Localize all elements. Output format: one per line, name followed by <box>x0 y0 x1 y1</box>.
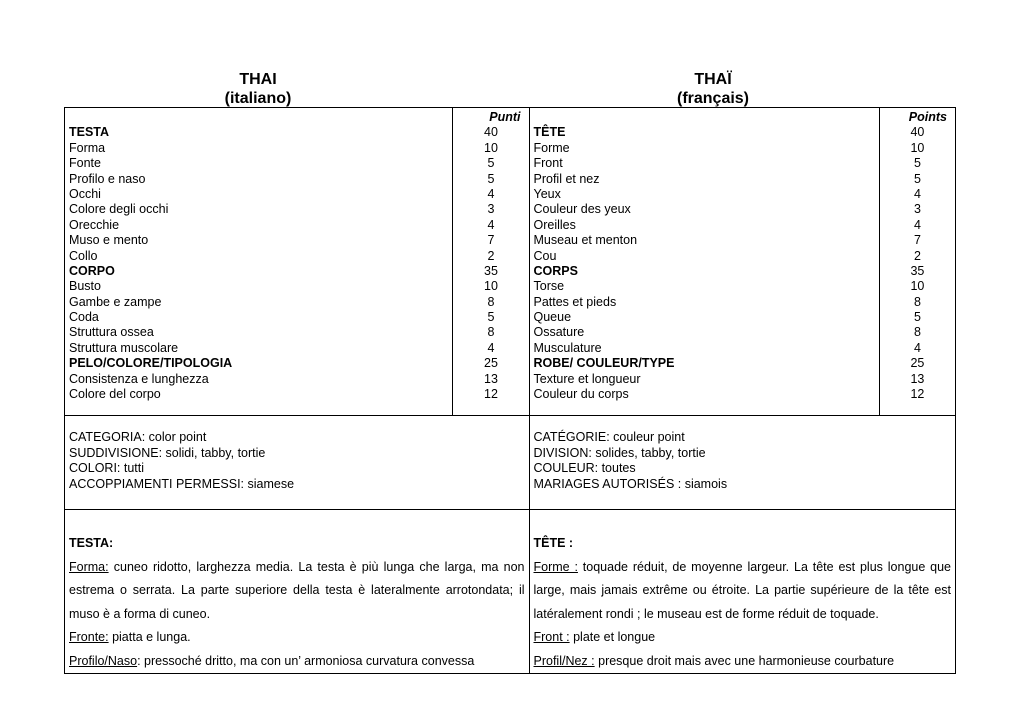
italian-category-item: Struttura ossea <box>69 325 154 340</box>
french-front-label: Front : <box>533 630 570 644</box>
french-points-list <box>880 108 955 402</box>
french-category-info-line: MARIAGES AUTORISÉS : siamois <box>533 476 728 491</box>
italian-category-item: Orecchie <box>69 217 120 232</box>
italian-category-list <box>65 108 452 402</box>
italian-description-cell <box>65 510 530 674</box>
french-points-value: 4 <box>913 186 921 201</box>
italian-desc-heading: TESTA: <box>69 536 114 550</box>
french-points-value: 4 <box>913 340 921 355</box>
italian-points-value: 40 <box>484 125 498 140</box>
french-category-item: Couleur du corps <box>533 387 629 402</box>
italian-points-value: 5 <box>487 310 495 325</box>
italian-points-value: 13 <box>484 371 498 386</box>
italian-points-value: 10 <box>484 140 498 155</box>
french-points-value: 12 <box>910 387 925 402</box>
french-category-item: Texture et longueur <box>533 371 641 386</box>
french-category-item: Torse <box>533 279 565 294</box>
french-forme-label: Forme : <box>533 559 578 574</box>
french-profil-label: Profil/Nez : <box>533 653 595 668</box>
french-category-info-cell <box>529 416 956 510</box>
italian-profilo-text: : pressoché dritto, ma con un’ armoniosa curvatura convessa <box>137 653 475 668</box>
french-points-header: Points <box>908 110 947 124</box>
italian-desc-profilo <box>69 650 525 674</box>
french-category-info-line: CATÉGORIE: couleur point <box>533 430 685 444</box>
french-category-item: Oreilles <box>533 217 576 232</box>
italian-desc-fronte <box>69 626 525 650</box>
french-points-value: 2 <box>913 248 921 263</box>
french-points-value: 5 <box>913 156 921 171</box>
italian-points-value: 4 <box>487 217 495 232</box>
italian-forma-text: cuneo ridotto, larghezza media. La testa è più lunga che larga, ma non estrema o serrata. La parte superiore della testa è lateralmente arrotondata; il muso è a forma di cuneo. <box>69 559 525 621</box>
french-category-item: Front <box>533 156 563 171</box>
italian-profilo-label: Profilo/Naso <box>69 653 138 668</box>
french-front-text: plate et longue <box>569 630 656 644</box>
french-points-value: 3 <box>913 202 921 217</box>
italian-description <box>65 510 529 673</box>
french-description-cell <box>529 510 956 674</box>
italian-points-value: 25 <box>484 356 498 371</box>
french-desc-heading: TÊTE : <box>533 536 574 550</box>
french-desc-front <box>534 626 952 650</box>
french-category-item: Cou <box>533 248 557 263</box>
french-category-item: Ossature <box>533 325 585 340</box>
french-category-item: Queue <box>533 310 572 325</box>
italian-points-value: 5 <box>487 171 495 186</box>
italian-forma-label: Forma: <box>69 559 109 574</box>
italian-points-header: Punti <box>489 110 521 124</box>
french-title: THAÏ <box>694 71 732 88</box>
french-points-value: 35 <box>910 263 925 278</box>
italian-category-info-line: SUDDIVISIONE: solidi, tabby, tortie <box>69 445 266 460</box>
italian-category-item: Colore degli occhi <box>69 202 169 217</box>
french-category-item: Musculature <box>533 340 602 355</box>
italian-category-info-line: ACCOPPIAMENTI PERMESSI: siamese <box>69 476 295 491</box>
french-category-item: Forme <box>533 140 570 155</box>
italian-category-info <box>65 416 529 492</box>
french-category-item: Couleur des yeux <box>533 202 631 217</box>
standard-table <box>64 107 956 674</box>
french-category-item: Pattes et pieds <box>533 294 617 309</box>
french-points-value: 5 <box>913 310 921 325</box>
italian-points-value: 4 <box>487 340 495 355</box>
italian-subtitle: (italiano) <box>224 90 292 107</box>
italian-points-value: 8 <box>487 325 495 340</box>
french-points-value: 40 <box>910 125 925 140</box>
french-category-info <box>530 416 956 492</box>
document-titles <box>0 70 1024 108</box>
french-points-value: 4 <box>913 217 921 232</box>
french-subtitle: (français) <box>676 90 750 107</box>
italian-category-info-line: COLORI: tutti <box>69 461 145 475</box>
italian-category-item: Busto <box>69 279 101 294</box>
italian-category-item: Gambe e zampe <box>69 294 162 309</box>
french-points-value: 8 <box>913 294 921 309</box>
italian-category-item: Colore del corpo <box>69 387 161 402</box>
italian-points-value: 35 <box>484 263 498 278</box>
italian-category-item: Muso e mento <box>69 233 149 248</box>
italian-category-item: CORPO <box>69 263 115 278</box>
italian-points-value: 10 <box>484 279 498 294</box>
italian-category-info-cell <box>65 416 530 510</box>
italian-category-item: TESTA <box>69 125 110 140</box>
french-points-value: 5 <box>913 171 921 186</box>
italian-category-info-line: CATEGORIA: color point <box>69 430 207 444</box>
french-desc-forme <box>534 556 952 627</box>
italian-fronte-text: piatta e lunga. <box>108 630 191 644</box>
french-points-value: 10 <box>910 279 925 294</box>
french-description <box>530 510 956 673</box>
french-category-item: CORPS <box>533 263 578 278</box>
french-points-value: 25 <box>910 356 925 371</box>
french-points-value: 7 <box>913 233 921 248</box>
french-forme-text: toquade réduit, de moyenne largeur. La tête est plus longue que large, mais jamais extrême ou étroite. La partie supérieure de la tête est latéralement rondi ; le museau est de forme réduit de toquade. <box>533 559 952 621</box>
italian-categories-cell <box>65 108 453 416</box>
french-points-value: 10 <box>910 140 925 155</box>
italian-category-item: Occhi <box>69 186 101 201</box>
french-desc-profil <box>534 650 952 674</box>
french-category-item: Profil et nez <box>533 171 600 186</box>
italian-category-item: Consistenza e lunghezza <box>69 371 209 386</box>
italian-points-value: 4 <box>487 186 495 201</box>
french-category-item: Museau et menton <box>533 233 638 248</box>
italian-category-item: Forma <box>69 140 106 155</box>
italian-category-item: Fonte <box>69 156 101 171</box>
italian-category-item: Struttura muscolare <box>69 340 179 355</box>
italian-points-list <box>453 108 528 402</box>
italian-title-block <box>64 70 452 108</box>
italian-category-item: PELO/COLORE/TIPOLOGIA <box>69 356 233 371</box>
italian-points-value: 2 <box>487 248 495 263</box>
italian-points-value: 3 <box>487 202 495 217</box>
french-points-value: 8 <box>913 325 921 340</box>
french-category-info-line: DIVISION: solides, tabby, tortie <box>533 445 706 460</box>
french-title-block <box>528 70 898 108</box>
italian-title: THAI <box>239 71 277 88</box>
french-category-item: TÊTE <box>533 125 566 140</box>
italian-category-item: Profilo e naso <box>69 171 146 186</box>
italian-points-cell <box>453 108 529 416</box>
italian-category-item: Coda <box>69 310 99 325</box>
french-category-item: ROBE/ COULEUR/TYPE <box>533 356 675 371</box>
category-row <box>65 416 956 510</box>
description-row <box>65 510 956 674</box>
french-category-item: Yeux <box>533 186 561 201</box>
italian-fronte-label: Fronte: <box>69 630 109 644</box>
french-points-cell <box>879 108 955 416</box>
french-points-value: 13 <box>910 371 925 386</box>
italian-points-value: 12 <box>484 387 498 402</box>
italian-points-value: 8 <box>487 294 495 309</box>
italian-desc-forma <box>69 556 525 627</box>
italian-points-value: 5 <box>487 156 495 171</box>
points-row <box>65 108 956 416</box>
french-profil-text: presque droit mais avec une harmonieuse courbature <box>594 653 895 668</box>
french-category-list <box>530 108 879 402</box>
french-categories-cell <box>529 108 879 416</box>
italian-points-value: 7 <box>487 233 495 248</box>
french-category-info-line: COULEUR: toutes <box>533 461 636 475</box>
italian-category-item: Collo <box>69 248 98 263</box>
